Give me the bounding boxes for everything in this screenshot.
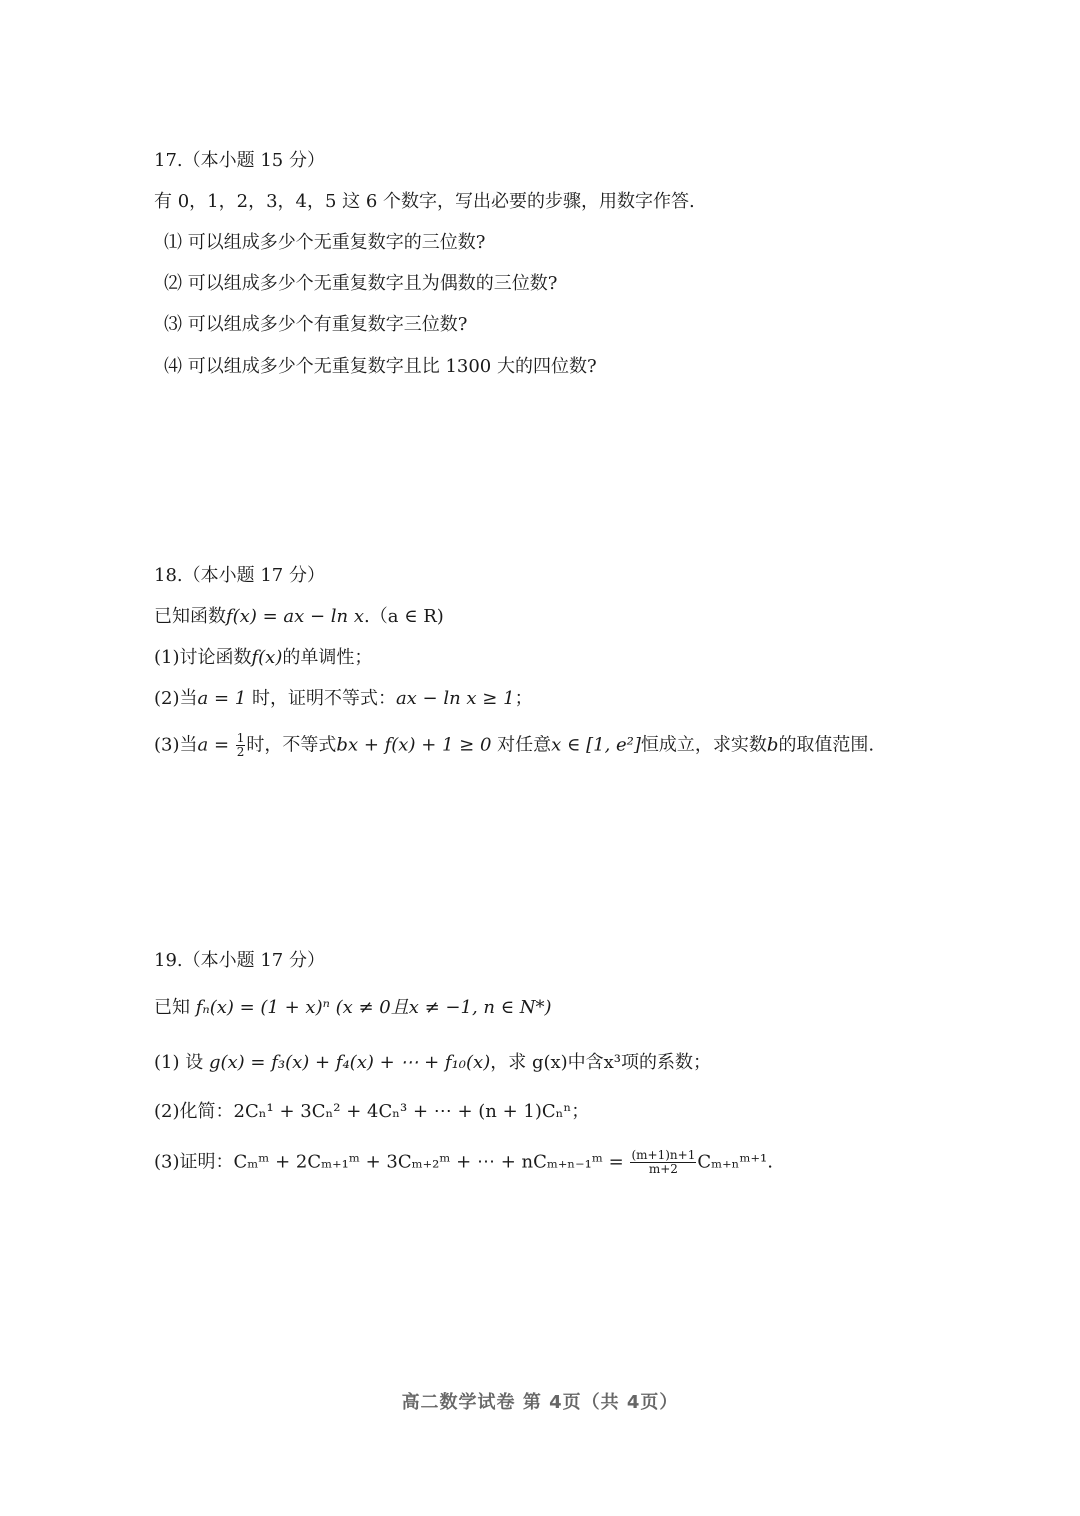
q19-part-1: [154, 1050, 711, 1076]
q17-part-2: ⑵ 可以组成多少个无重复数字且为偶数的三位数?: [164, 273, 558, 294]
q19-p3-post: .: [767, 1151, 773, 1173]
q18-p3-b: b: [766, 734, 779, 756]
q18-intro-cond: .（a ∈ R): [364, 606, 444, 627]
q19-p2-expr: 2Cₙ¹ + 3Cₙ² + 4Cₙ³ + ⋯ + (n + 1)Cₙⁿ: [233, 1101, 572, 1122]
q19-p1-post: ，求 g(x)中含x³项的系数；: [490, 1052, 712, 1073]
q19-intro-pre: 已知: [154, 997, 196, 1018]
q19-p3-fraction: [630, 1149, 696, 1176]
q18-p3-mid1: 时，不等式: [246, 734, 337, 756]
fraction-denominator: m+2: [648, 1162, 678, 1176]
q18-function: f(x) = ax − ln x: [226, 606, 365, 627]
q18-p2-pre: (2)当: [154, 688, 198, 709]
q18-part-1: [154, 645, 372, 671]
q18-p3-mid2: 对任意: [491, 734, 552, 756]
q17-header: 17.（本小题 15 分）: [154, 150, 325, 171]
q17-part-1: ⑴ 可以组成多少个无重复数字的三位数?: [164, 232, 486, 253]
q18-header: 18.（本小题 17 分）: [154, 565, 325, 586]
q18-p3-range: x ∈ [1, e²]: [551, 734, 641, 756]
q18-p3-fraction: [236, 732, 246, 759]
q18-p3-mid3: 恒成立，求实数: [640, 734, 767, 756]
q17-part-4: ⑷ 可以组成多少个无重复数字且比 1300 大的四位数?: [164, 356, 597, 377]
q18-p3-pre: (3)当: [154, 734, 198, 756]
q19-part-3: [154, 1149, 773, 1176]
q18-intro-pre: 已知函数: [154, 606, 226, 627]
q19-p2-post: ；: [571, 1101, 590, 1122]
q18-p1-pre: (1)讨论函数: [154, 647, 252, 668]
q19-p1-pre: (1) 设: [154, 1052, 209, 1073]
q18-p2-cond: a = 1: [197, 688, 247, 709]
q18-p3-a: a =: [197, 734, 230, 756]
q19-header: 19.（本小题 17 分）: [154, 950, 325, 971]
q18-intro: [154, 604, 444, 630]
q18-p3-post: 的取值范围.: [778, 734, 875, 756]
fraction-denominator: 2: [236, 745, 245, 759]
q18-p3-ineq: bx + f(x) + 1 ≥ 0: [336, 734, 492, 756]
q18-part-3: [154, 732, 874, 759]
q17-intro: 有 0，1，2，3，4，5 这 6 个数字，写出必要的步骤，用数字作答.: [154, 191, 695, 212]
q18-p2-post: ；: [514, 688, 533, 709]
q18-p1-post: 的单调性；: [282, 647, 373, 668]
q19-p3-expr-right: Cₘ₊ₙᵐ⁺¹: [697, 1151, 768, 1173]
q18-p1-func: f(x): [251, 647, 283, 668]
fraction-numerator: 1: [236, 731, 245, 745]
q19-intro-expr: fₙ(x) = (1 + x)ⁿ (x ≠ 0且x ≠ −1, n ∈ N*): [195, 997, 552, 1018]
fraction-numerator: (m+1)n+1: [631, 1148, 696, 1162]
q19-p1-expr: g(x) = f₃(x) + f₄(x) + ⋯ + f₁₀(x): [208, 1052, 491, 1073]
q17-part-3: ⑶ 可以组成多少个有重复数字三位数?: [164, 314, 468, 335]
q19-intro: [154, 995, 552, 1021]
q18-p2-mid: 时，证明不等式：: [246, 688, 396, 709]
q18-p2-ineq: ax − ln x ≥ 1: [395, 688, 515, 709]
q19-p3-expr-left: Cₘᵐ + 2Cₘ₊₁ᵐ + 3Cₘ₊₂ᵐ + ⋯ + nCₘ₊ₙ₋₁ᵐ =: [233, 1151, 624, 1173]
q19-p2-pre: (2)化简：: [154, 1101, 234, 1122]
q19-p3-pre: (3)证明：: [154, 1151, 234, 1173]
q18-part-2: [154, 686, 533, 712]
q19-part-2: [154, 1099, 589, 1125]
page-footer: 高二数学试卷 第 4页（共 4页）: [401, 1392, 679, 1413]
